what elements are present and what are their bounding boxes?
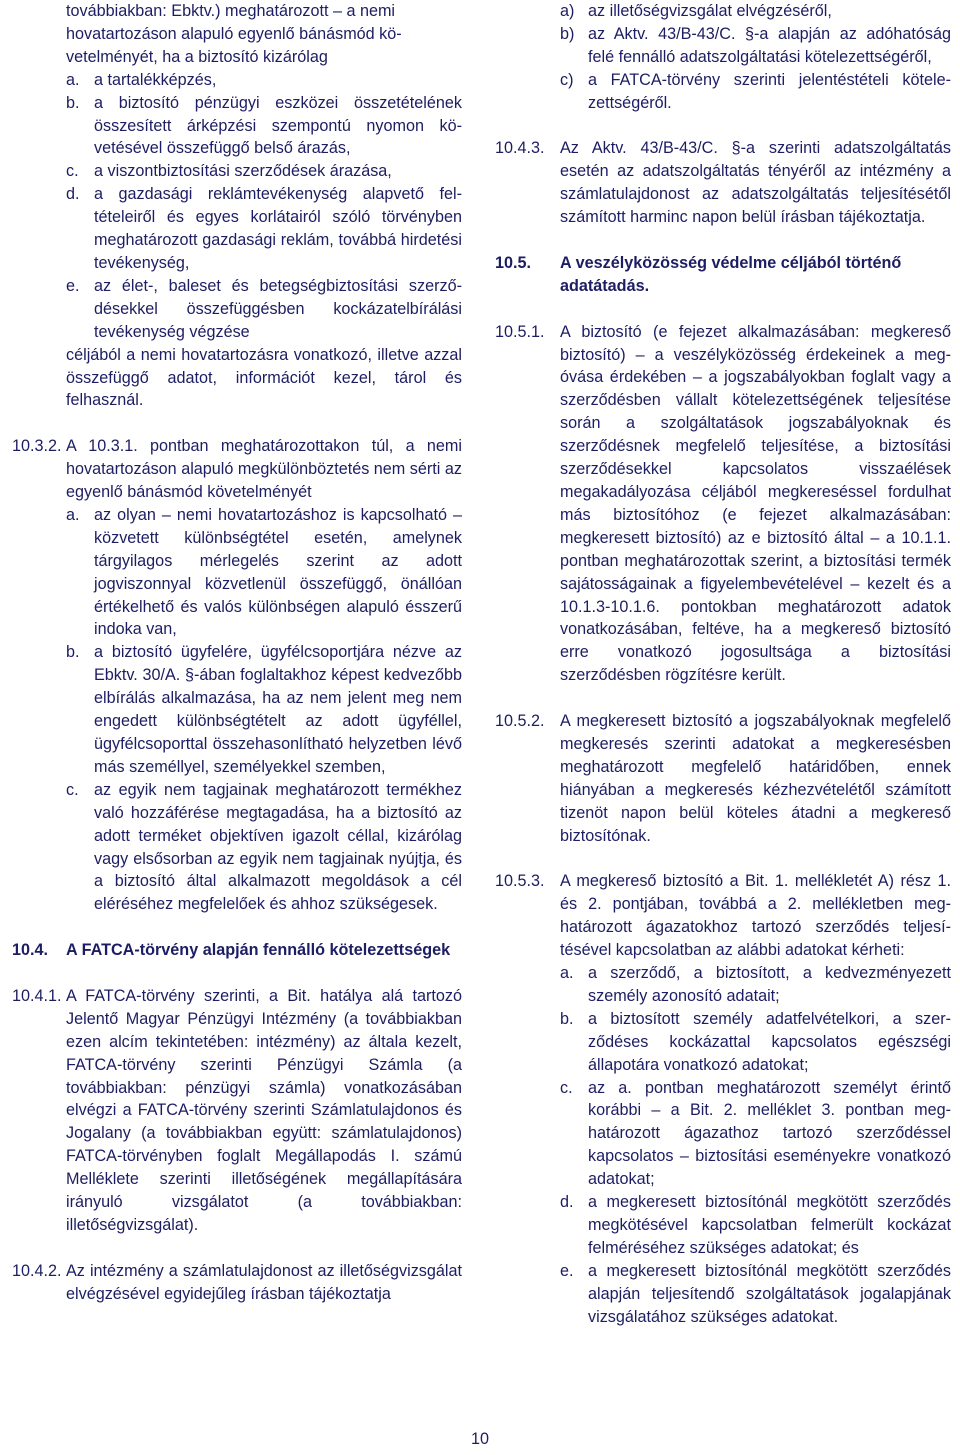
section-number: 10.5.1. (495, 322, 545, 341)
list-item: c. az a. pontban meghatározott személyt érintő korábbi – a Bit. 2. melléklet 3. pontban meghatározott ágazathoz tartozó szerződéssel kapcsolatos – biztosítási eseményekre vonatkozó adatokat; (560, 1078, 951, 1189)
section-number: 10.5. (495, 253, 532, 272)
right-column (495, 0, 951, 1328)
section-text: A biztosító (e fejezet alkalmazásában: megkereső biztosító) – a veszélyközösség érdekeinek a megóvása érdekében – a jogszabályokban foglalt vagy a szerződésben vállalt kötelezettségének teljesítése során a szolgáltatások jogszabályoknak és szerződésnek megfelelő teljesítése, a biztosítási szerződésekkel kapcsolatos visszaélések megakadályozása céljából megkereséssel fordulhat más biztosítóhoz (e fejezet alkalmazásában: megkeresett biztosító) az e biztosító által – a 10.1.1. pontban meghatározottak szerint, a biztosítási termék sajátosságainak a figyelembevételével – kezelt és a 10.1.3-10.1.6. pontokban meghatározott adatok vonatkozásában, feltéve, ha a megkereső biztosító erre vonatkozó jogosultsága a biztosítási szerződésben rögzítésre került. (560, 322, 951, 685)
list-item: b. a biztosított személy adatfelvételkori, a szerződéses kockázattal kapcsolatos egészségi állapotára vonatkozó adatokat; (560, 1009, 951, 1074)
list-item: d. a megkeresett biztosítónál megkötött szerződés megkötésével kapcsolatban felmerült kockázat felméréséhez szükséges adatokat; és (560, 1193, 951, 1257)
section-number: 10.5.3. (495, 872, 545, 891)
list-item: a. a tartalékképzés, (66, 70, 217, 89)
section-number: 10.4.3. (495, 139, 545, 158)
section-number: 10.3.2. (12, 437, 62, 456)
section-10-4-1 (12, 985, 462, 1237)
section-title: A veszélyközösség védelme céljából történő adatátadás. (560, 253, 902, 295)
section-heading-10-5 (495, 252, 951, 298)
list-item: b. a biztosító ügyfelére, ügyfélcsoportjára nézve az Ebktv. 30/A. §-ában foglaltakhoz képest kedvezőbb elbírálás alkalmazása, ha az nem jelent meg nem engedett különbségtételt az adott ügyféllel, ügyfélcsoporttal összehasonlítható helyzetben lévő más személlyel, személyekkel szemben, (66, 643, 462, 776)
intro-line: továbbiakban: Ebktv.) meghatározott – a nemi (66, 2, 396, 20)
list-item: b. a biztosító pénzügyi eszközei összetételének összesített árképzési szempontú nyomon követésével összefüggő belső árazás, (66, 93, 462, 158)
list-item: a) az illetőségvizsgálat elvégzéséről, (560, 2, 832, 20)
section-10-5-3 (495, 870, 951, 962)
intro-line: hovatartozáson alapuló egyenlő bánásmód kö- (66, 24, 402, 43)
list-item: a. a szerződő, a biztosított, a kedvezményezett személy azonosító adatait; (560, 963, 951, 1005)
section-text: A megkeresett biztosító a jogszabályoknak megfelelő megkeresés szerinti adatokat a megkeresésben meghatározott megfelelő határidőben, ennek hiányában a megkeresés kézhezvételétől számított tizenöt napon belül köteles átadni a megkereső biztosítónak. (560, 712, 951, 845)
section-10-5-1 (495, 321, 951, 688)
section-text: Az intézmény a számlatulajdonost az illetőségvizsgálat elvégzésével egyidejűleg írásban tájékoztatja (66, 1261, 462, 1303)
section-text: A megkereső biztosító a Bit. 1. mellékletét A) rész 1. és 2. pontjában, továbbá a 2. mellékletben meghatározott ágazatokhoz tartozó szerződés teljesítésével kapcsolatban az alábbi adatokat kérheti: (560, 872, 951, 960)
list-item: d. a gazdasági reklámtevékenység alapvető feltételeiről és egyes korlátairól szóló törvényben meghatározott gazdasági reklám, továbbá hirdetési tevékenység, (66, 185, 462, 272)
list-item: a. az olyan – nemi hovatartozáshoz is kapcsolható – közvetett különbségtétel esetén, amelynek tárgyilagos mérlegelés szerint az adott jogviszonnyal közvetlenül összefüggő, önállóan értékelhető és valós különbségen alapuló ésszerű indoka van, (66, 505, 462, 639)
section-text: A FATCA-törvény szerinti, a Bit. hatálya alá tartozó Jelentő Magyar Pénzügyi Intézmény (a továbbiakban ezen alcím tekintetében: intézmény) az általa kezelt, FATCA-törvény szerinti Pénzügyi Számla (a továbbiakban: pénzügyi számla) vonatkozásában elvégzi a FATCA-törvény szerinti Számlatulajdonos és Jogalany (a továbbiakban együtt: számlatulajdonos) FATCA-törvényben foglalt Megállapodás I. számú Melléklete szerinti illetőségének megállapítására irányuló vizsgálatot (a továbbiakban: illetőségvizsgálat). (66, 986, 462, 1234)
section-text: A 10.3.1. pontban meghatározottakon túl, a nemi hovatartozáson alapuló megkülönböztetés nem sérti az egyenlő bánásmód követelményét (66, 437, 462, 502)
paragraph: céljából a nemi hovatartozásra vonatkozó, illetve azzal összefüggő adatot, információt kezel, tárol és felhasznál. (66, 345, 462, 410)
section-text: Az Aktv. 43/B-43/C. §-a szerinti adatszolgáltatás esetén az adatszolgáltatás tényéről az intézmény a számlatulajdonost az adatszolgáltatás teljesítésétől számított harminc napon belül írásban tájékoztatja. (560, 139, 951, 227)
list-item: c) a FATCA-törvény szerinti jelentéstételi kötelezettségéről. (560, 70, 951, 112)
section-number: 10.4.2. (12, 1261, 62, 1280)
section-10-5-2 (495, 710, 951, 847)
list-item: c. az egyik nem tagjainak meghatározott termékhez való hozzáférése megtagadása, ha a biztosító az adott terméket objektíven igazolt céllal, kizárólag vagy elsősorban az egyik nem tagjainak nyújtja, és a biztosító által alkalmazott megoldások a cél eléréséhez megfelelőek és ahhoz szükségesek. (66, 780, 462, 914)
section-title: A FATCA-törvény alapján fennálló kötelezettségek (66, 941, 451, 960)
list-item: e. az élet-, baleset és betegségbiztosítási szerződésekkel összefüggésben kockázatelbírálási tevékenység végzése (66, 276, 462, 341)
page-number: 10 (470, 1430, 489, 1448)
section-number: 10.4. (12, 941, 49, 960)
left-column (12, 0, 462, 1306)
list-item: e. a megkeresett biztosítónál megkötött szerződés alapján teljesítendő szolgáltatások jogalapjának vizsgálatához szükséges adatokat. (560, 1261, 951, 1326)
list-item: c. a viszontbiztosítási szerződések árazása, (66, 162, 392, 181)
section-heading-10-4 (12, 939, 462, 962)
section-number: 10.5.2. (495, 712, 545, 731)
section-10-4-3 (495, 137, 951, 229)
intro-line: vetelményét, ha a biztosító kizárólag (66, 47, 328, 66)
section-10-3-2 (12, 435, 462, 504)
section-number: 10.4.1. (12, 986, 62, 1005)
section-10-4-2 (12, 1260, 462, 1306)
list-item: b) az Aktv. 43/B-43/C. §-a alapján az adóhatóság felé fennálló adatszolgáltatási kötelezettségéről, (560, 24, 951, 66)
